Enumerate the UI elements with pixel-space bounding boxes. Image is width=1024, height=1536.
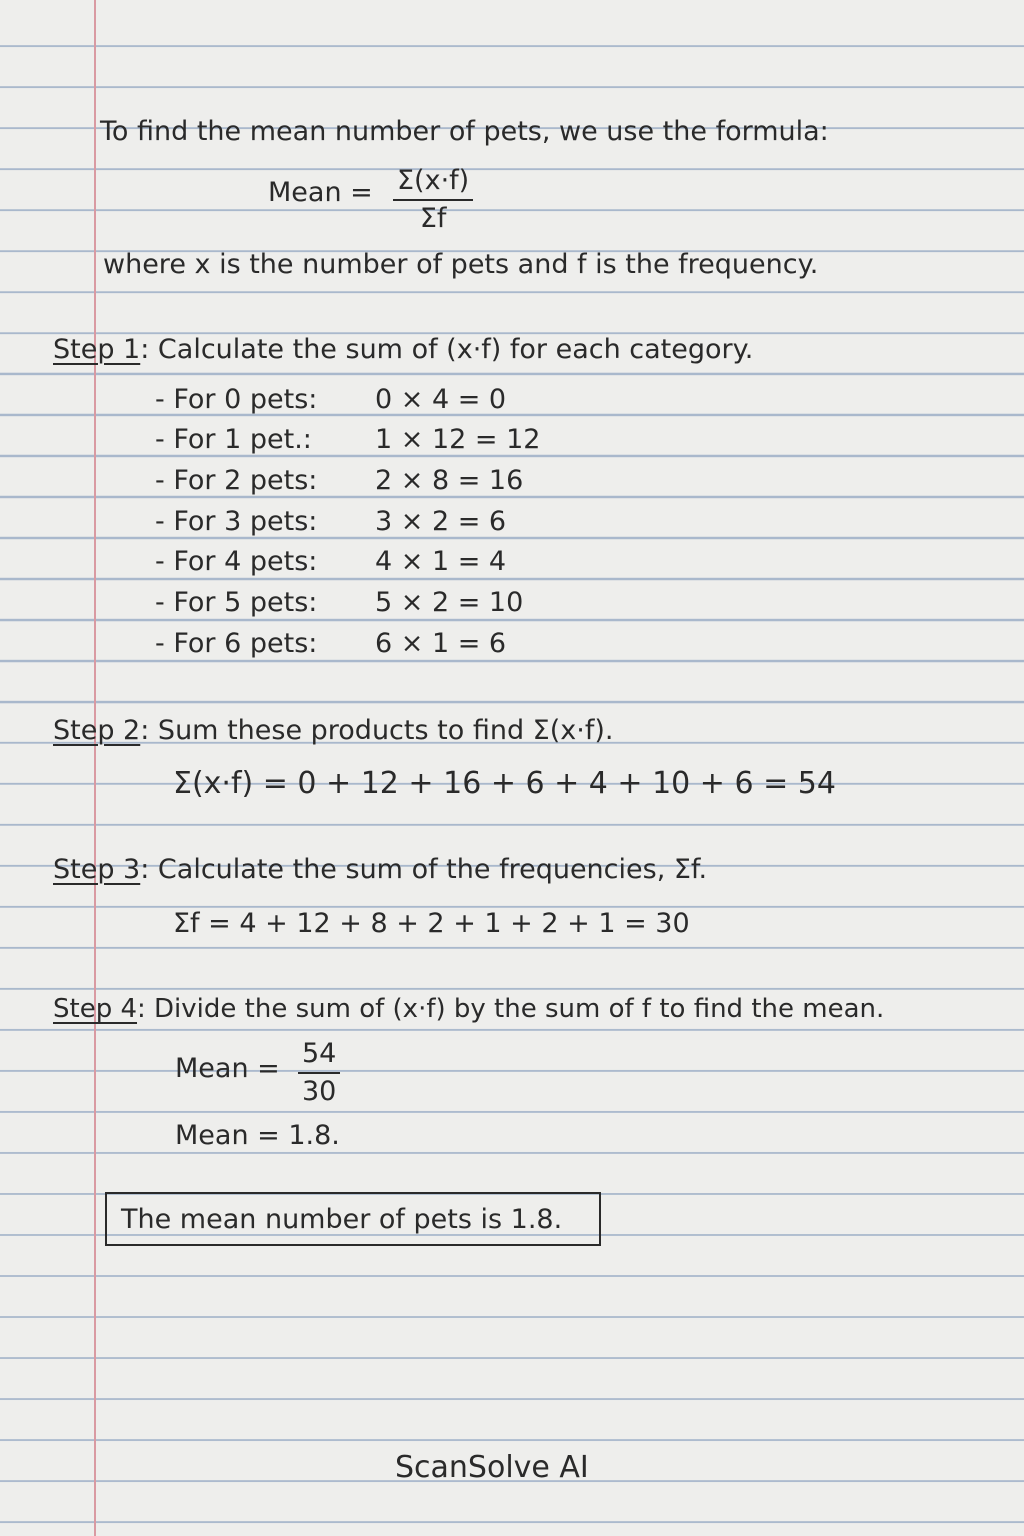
formula-label: Mean = — [268, 177, 373, 208]
step2-text: : Sum these products to find Σ(x·f). — [140, 715, 614, 746]
step4-heading — [53, 992, 884, 1026]
step1-row-expr: 2 × 8 = 16 — [375, 465, 524, 496]
step2-equation: Σ(x·f) = 0 + 12 + 16 + 6 + 4 + 10 + 6 = 54 — [173, 766, 836, 801]
final-answer-text: The mean number of pets is 1.8. — [121, 1204, 563, 1235]
step1-row-expr: 1 × 12 = 12 — [375, 424, 541, 455]
step1-row-expr: 4 × 1 = 4 — [375, 546, 507, 577]
step1-row-label: - For 4 pets: — [155, 546, 318, 577]
scansolve-watermark: ScanSolve AI — [395, 1450, 589, 1485]
step4-denominator: 30 — [302, 1076, 337, 1107]
step1-row-label: - For 1 pet.: — [155, 424, 312, 455]
step1-heading — [53, 333, 753, 367]
step2-label: Step 2 — [53, 715, 141, 746]
step1-text: : Calculate the sum of (x·f) for each category. — [140, 334, 754, 365]
step4-label: Step 4 — [53, 994, 138, 1024]
step1-row-label: - For 6 pets: — [155, 628, 318, 659]
step3-heading — [53, 853, 707, 887]
final-answer-box — [105, 1192, 601, 1246]
step4-result: Mean = 1.8. — [175, 1120, 340, 1151]
notebook-margin-line — [94, 0, 96, 1536]
step1-row-label: - For 3 pets: — [155, 506, 318, 537]
step3-text: : Calculate the sum of the frequencies, Σf. — [140, 854, 708, 885]
intro-line: To find the mean number of pets, we use the formula: — [100, 116, 829, 147]
formula-denominator: Σf — [419, 203, 447, 234]
formula-explanation: where x is the number of pets and f is the frequency. — [103, 249, 819, 280]
formula-numerator: Σ(x·f) — [393, 165, 473, 201]
step1-row-expr: 0 × 4 = 0 — [375, 384, 507, 415]
step1-row-expr: 6 × 1 = 6 — [375, 628, 507, 659]
step4-mean-label: Mean = — [175, 1053, 280, 1084]
step4-fraction — [298, 1038, 340, 1108]
step1-row-expr: 5 × 2 = 10 — [375, 587, 524, 618]
step2-heading — [53, 714, 613, 748]
step1-row-expr: 3 × 2 = 6 — [375, 506, 507, 537]
step1-label: Step 1 — [53, 334, 141, 365]
step4-numerator: 54 — [298, 1038, 340, 1074]
step1-row-label: - For 2 pets: — [155, 465, 318, 496]
formula-fraction — [393, 165, 473, 235]
step3-label: Step 3 — [53, 854, 141, 885]
step1-row-label: - For 5 pets: — [155, 587, 318, 618]
step1-row-label: - For 0 pets: — [155, 384, 318, 415]
step3-equation: Σf = 4 + 12 + 8 + 2 + 1 + 2 + 1 = 30 — [173, 908, 690, 939]
step4-text: : Divide the sum of (x·f) by the sum of f to find the mean. — [137, 994, 885, 1024]
